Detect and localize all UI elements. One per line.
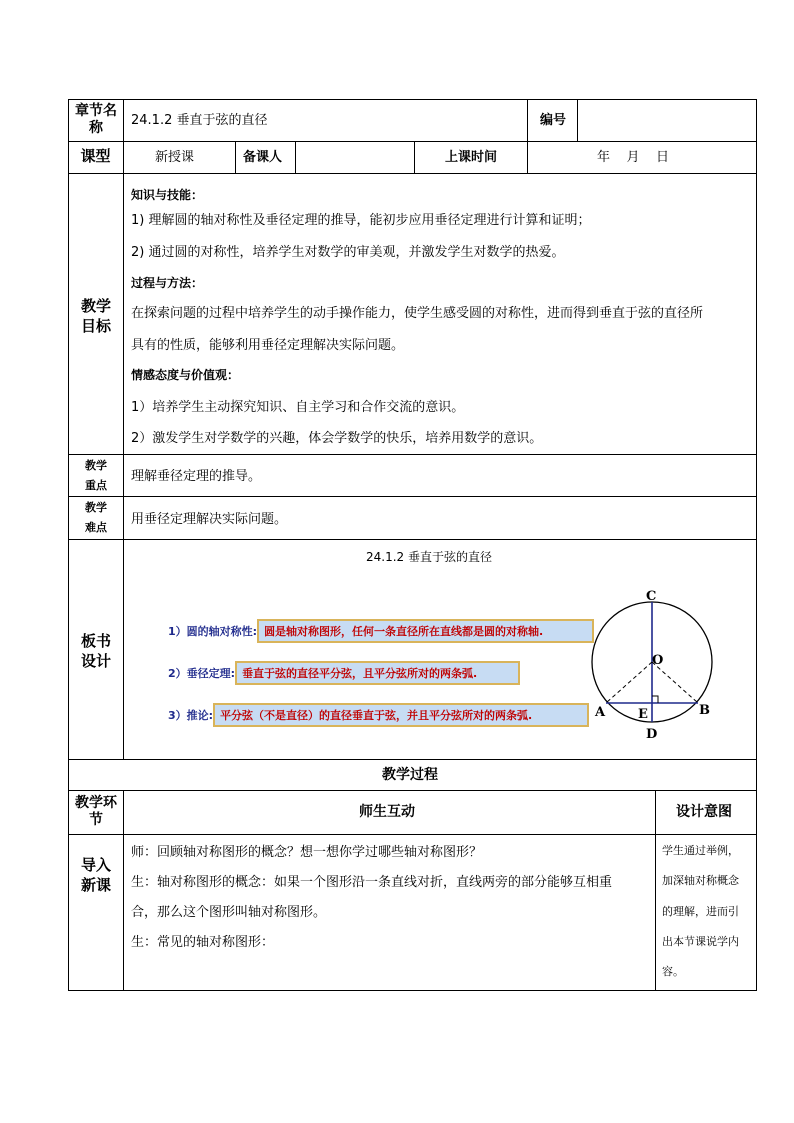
goals-line: 在探索问题的过程中培养学生的动手操作能力，使学生感受圆的对称性，进而得到垂直于弦的直径所 <box>131 306 704 321</box>
goals-line: 具有的性质，能够利用垂径定理解决实际问题。 <box>131 338 405 353</box>
col-interaction-label: 师生互动 <box>359 804 415 820</box>
board-item-corollary <box>168 701 589 729</box>
board-title: 24.1.2 垂直于弦的直径 <box>366 550 492 564</box>
interaction-line: 生：常见的轴对称图形： <box>131 935 275 950</box>
board-item-key: 3）推论: <box>168 709 214 722</box>
key-point-text: 理解垂径定理的推导。 <box>131 469 262 484</box>
board-item-box: 平分弦（不是直径）的直径垂直于弦，并且平分弦所对的两条弧. <box>213 703 589 727</box>
label-d: D <box>646 727 658 742</box>
difficulty-text: 用垂径定理解决实际问题。 <box>131 512 288 527</box>
board-item-theorem <box>168 659 520 687</box>
key-point-label: 教学重点 <box>85 459 107 492</box>
goals-line: 知识与技能： <box>131 188 204 202</box>
label-o: O <box>652 653 664 668</box>
label-b: B <box>699 703 710 718</box>
circle-diagram <box>585 583 725 743</box>
goals-label: 教学目标 <box>80 297 111 335</box>
chapter-value: 24.1.2 垂直于弦的直径 <box>131 113 268 128</box>
prep-label: 备课人 <box>243 150 283 165</box>
board-item-box: 圆是轴对称图形，任何一条直径所在直线都是圆的对称轴. <box>257 619 594 643</box>
col-intent-label: 设计意图 <box>676 804 732 820</box>
interaction-line: 师：回顾轴对称图形的概念？想一想你学过哪些轴对称图形？ <box>131 845 483 860</box>
right-angle-mark <box>652 696 658 703</box>
board-item-key: 2）垂径定理: <box>168 667 236 680</box>
goals-line: 2）激发学生对学数学的兴趣，体会学数学的快乐，培养用数学的意识。 <box>131 431 543 446</box>
interaction-line: 生：轴对称图形的概念：如果一个图形沿一条直线对折，直线两旁的部分能够互相重 <box>131 875 613 890</box>
intent-line: 学生通过举例， <box>662 844 739 857</box>
label-e: E <box>638 707 648 722</box>
goals-line: 1）培养学生主动探究知识、自主学习和合作交流的意识。 <box>131 400 465 415</box>
goals-line: 1) 理解圆的轴对称性及垂径定理的推导，能初步应用垂径定理进行计算和证明； <box>131 213 591 228</box>
board-item-box: 垂直于弦的直径平分弦，且平分弦所对的两条弧. <box>235 661 520 685</box>
label-c: C <box>646 589 657 604</box>
number-label: 编号 <box>540 113 567 128</box>
chapter-label: 章节名称 <box>75 103 117 136</box>
radius-ob <box>652 662 698 703</box>
goals-line: 情感态度与价值观： <box>131 368 240 382</box>
board-label: 板书设计 <box>80 632 111 670</box>
intent-line: 出本节课说学内 <box>662 935 739 948</box>
time-value: 年 月 日 <box>597 150 670 165</box>
type-value: 新授课 <box>155 150 195 165</box>
time-label: 上课时间 <box>445 150 498 165</box>
intent-line: 容。 <box>662 965 684 978</box>
type-label: 课型 <box>80 147 111 165</box>
intent-line: 的理解，进而引 <box>662 905 739 918</box>
intent-line: 加深轴对称概念 <box>662 874 739 887</box>
goals-line: 过程与方法： <box>131 276 204 290</box>
difficulty-label: 教学难点 <box>85 501 107 534</box>
interaction-line: 合，那么这个图形叫轴对称图形。 <box>131 905 327 920</box>
process-title: 教学过程 <box>382 767 438 783</box>
stage-intro-label: 导入新课 <box>80 856 111 894</box>
board-item-symmetry <box>168 617 594 645</box>
radius-oa <box>606 662 652 703</box>
label-a: A <box>595 705 606 720</box>
goals-line: 2) 通过圆的对称性，培养学生对数学的审美观，并激发学生对数学的热爱。 <box>131 245 565 260</box>
col-stage-label: 教学环节 <box>75 795 117 828</box>
board-item-key: 1）圆的轴对称性: <box>168 625 258 638</box>
